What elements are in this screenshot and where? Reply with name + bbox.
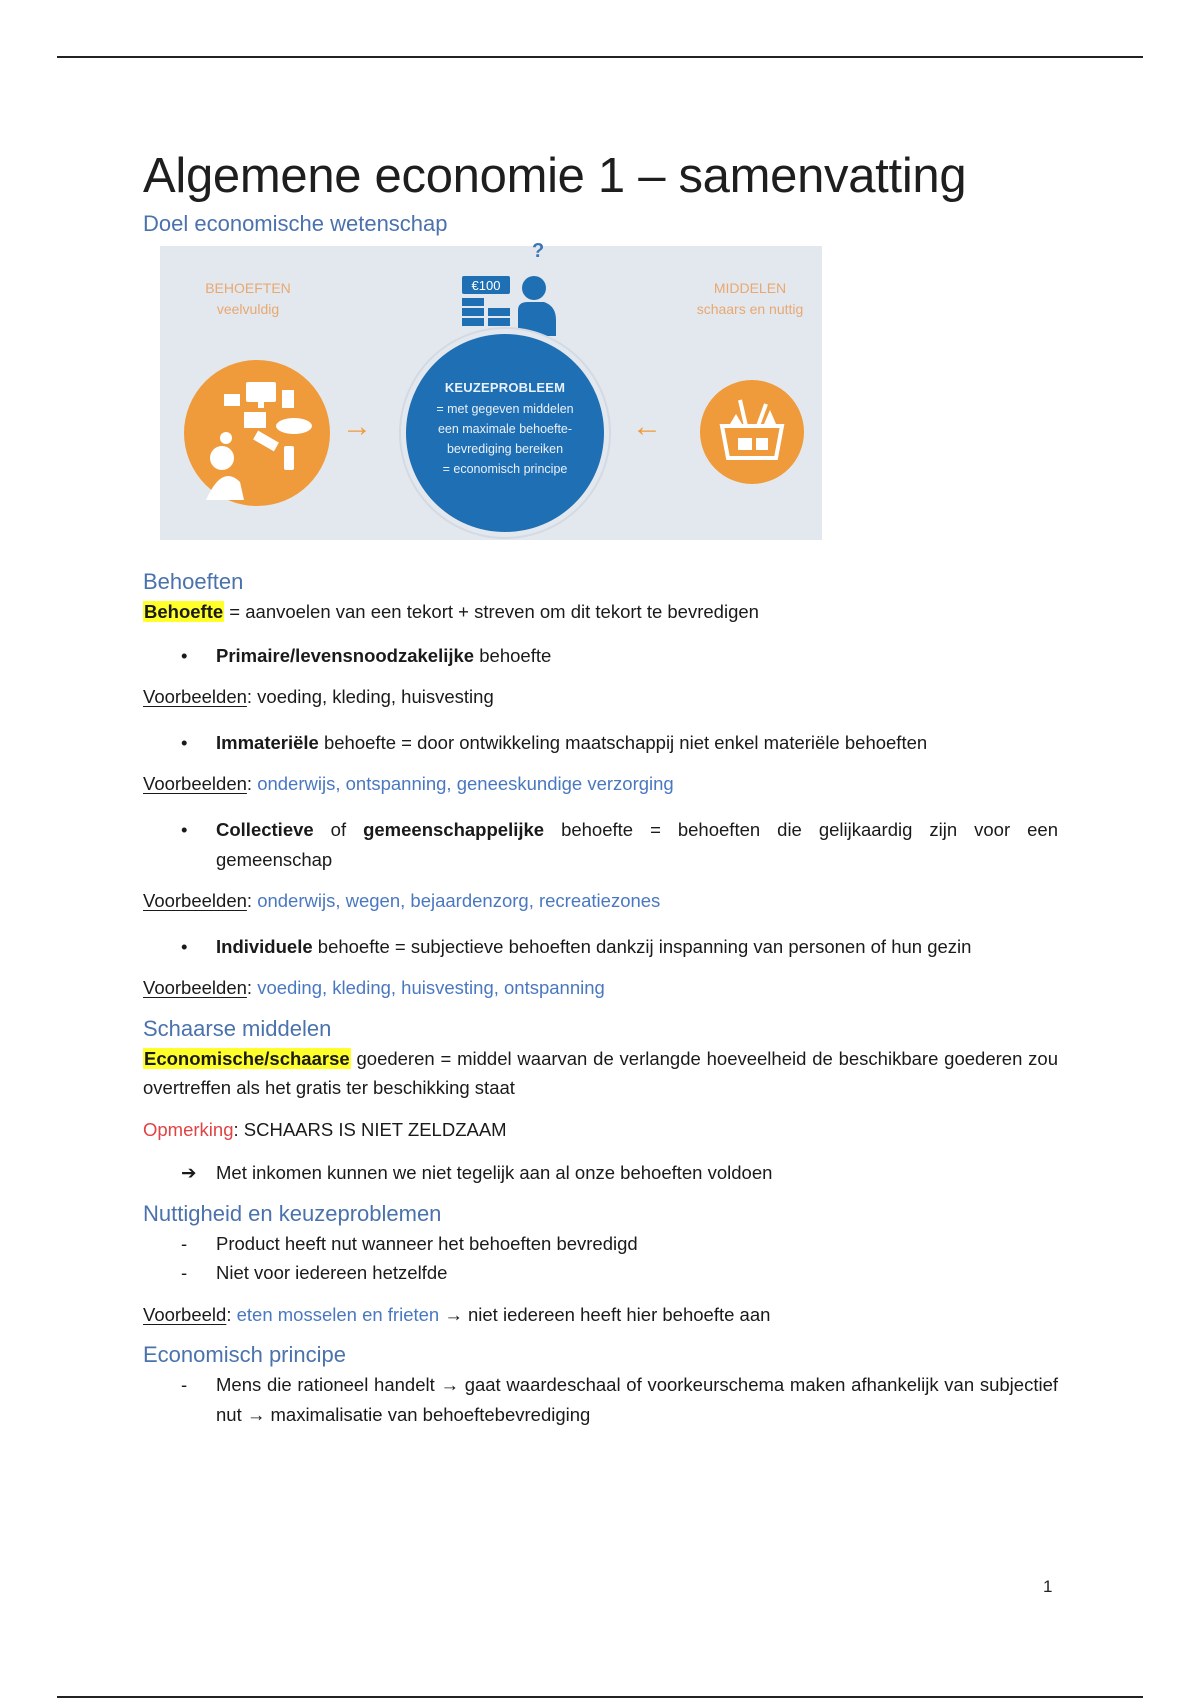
item-text: behoefte = door ontwikkeling maatschappij niet enkel materiële behoeften	[318, 731, 928, 753]
bullet-icon: •	[181, 935, 188, 957]
examples-colon: :	[246, 977, 258, 999]
dash-bullet: -	[181, 1232, 188, 1254]
examples-text: onderwijs, ontspanning, geneeskundige verzorging	[257, 773, 674, 795]
item-bold: Primaire/levensnoodzakelijke	[216, 644, 475, 666]
dash-item-principe	[143, 1370, 1058, 1429]
term-schaarse: Economische/schaarse	[144, 1047, 350, 1069]
examples-primaire	[143, 682, 1058, 712]
bottom-rule	[57, 1696, 1143, 1698]
keuzeprobleem-line-2: = met gegeven middelen	[436, 402, 574, 417]
arrow-point-text: Met inkomen kunnen we niet tegelijk aan al onze behoeften voldoen	[216, 1162, 773, 1184]
list-item-collectieve	[143, 815, 1058, 874]
examples-collectieve	[143, 886, 1058, 916]
arrow-right-icon: →	[342, 410, 372, 444]
behoeften-label-title: BEHOEFTEN	[205, 280, 291, 297]
money-tag-text: €100	[471, 278, 501, 294]
keuzeprobleem-title: KEUZEPROBLEEM	[444, 380, 566, 396]
example-nuttigheid	[143, 1300, 1058, 1330]
heading-schaarse-middelen: Schaarse middelen	[143, 1016, 332, 1042]
example-blue-text: eten mosselen en frieten	[236, 1303, 440, 1325]
examples-label: Voorbeelden	[143, 686, 247, 708]
item-bold-1: Collectieve	[216, 819, 314, 841]
arrow-point	[143, 1158, 1058, 1188]
examples-colon: :	[246, 890, 258, 912]
term-behoefte: Behoefte	[144, 601, 224, 623]
item-mid: of	[313, 819, 364, 841]
examples-label: Voorbeelden	[143, 773, 247, 795]
keuzeprobleem-figure	[160, 240, 822, 540]
definition-schaarse-text: goederen = middel waarvan de verlangde hoeveelheid de beschikbare goederen zou overtreffen als het gratis ter beschikking staat	[143, 1047, 1058, 1099]
definition-behoefte	[143, 597, 1058, 627]
examples-text: onderwijs, wegen, bejaardenzorg, recreatiezones	[257, 890, 661, 912]
behoeften-label-sub: veelvuldig	[216, 300, 280, 317]
item-text: behoefte = subjectieve behoeften dankzij inspanning van personen of hun gezin	[312, 935, 972, 957]
heading-doel: Doel economische wetenschap	[143, 210, 448, 236]
dash-item-text: Niet voor iedereen hetzelfde	[216, 1262, 448, 1284]
remark-text: : SCHAARS IS NIET ZELDZAAM	[233, 1118, 507, 1140]
examples-label: Voorbeelden	[143, 890, 247, 912]
heading-nuttigheid: Nuttigheid en keuzeproblemen	[143, 1200, 442, 1226]
examples-label: Voorbeelden	[143, 977, 247, 999]
question-mark: ?	[532, 240, 545, 263]
example-colon: :	[226, 1303, 237, 1325]
arrow-bullet-icon: ➔	[181, 1162, 197, 1184]
money-icon	[462, 276, 516, 337]
top-rule	[57, 56, 1143, 58]
remark-label: Opmerking	[143, 1118, 234, 1140]
person-icon	[518, 276, 558, 341]
example-label: Voorbeeld	[143, 1303, 227, 1325]
item-text: behoefte = behoeften die gelijkaardig zijn voor een gemeenschap	[216, 819, 1058, 870]
keuzeprobleem-line-4: bevrediging bereiken	[446, 442, 564, 457]
list-item-immateriele	[143, 728, 1058, 758]
item-text: behoefte	[474, 644, 552, 666]
document-title: Algemene economie 1 – samenvatting	[143, 149, 967, 203]
page-number: 1	[1043, 1577, 1053, 1596]
needs-circle-icon	[184, 360, 330, 506]
arrow-left-icon: ←	[632, 410, 662, 444]
examples-colon: :	[246, 773, 258, 795]
middelen-label	[680, 278, 820, 319]
examples-text: voeding, kleding, huisvesting, ontspanning	[257, 977, 605, 999]
item-bold-2: gemeenschappelijke	[363, 819, 545, 841]
bullet-icon: •	[181, 644, 188, 666]
keuzeprobleem-line-5: = economisch principe	[442, 462, 568, 477]
keuzeprobleem-line-3: een maximale behoefte-	[437, 422, 573, 437]
middelen-label-title: MIDDELEN	[713, 280, 787, 297]
behoeften-label	[188, 278, 308, 319]
examples-immateriele	[143, 769, 1058, 799]
definition-behoefte-text: = aanvoelen van een tekort + streven om dit tekort te bevredigen	[224, 601, 759, 623]
basket-circle-icon	[700, 380, 804, 484]
list-item-individuele	[143, 932, 1058, 962]
middelen-label-sub: schaars en nuttig	[696, 300, 804, 317]
dash-item-2	[143, 1258, 1058, 1288]
examples-text: : voeding, kleding, huisvesting	[246, 686, 494, 708]
keuzeprobleem-text	[406, 378, 604, 479]
bullet-icon: •	[181, 819, 188, 841]
list-item-primaire	[143, 641, 1058, 671]
dash-bullet: -	[181, 1262, 188, 1284]
heading-economisch-principe: Economisch principe	[143, 1342, 346, 1368]
definition-schaarse	[143, 1044, 1058, 1103]
bullet-icon: •	[181, 731, 188, 753]
remark	[143, 1115, 1058, 1145]
dash-item-text: Product heeft nut wanneer het behoeften bevredigd	[216, 1232, 638, 1254]
item-bold: Immateriële	[216, 731, 319, 753]
dash-item-text: Mens die rationeel handelt → gaat waardeschaal of voorkeurschema maken afhankelijk van subjectief nut → maximalisatie van behoeftebevrediging	[216, 1373, 1058, 1425]
example-rest-text: → niet iedereen heeft hier behoefte aan	[439, 1303, 771, 1325]
examples-individuele	[143, 973, 1058, 1003]
dash-bullet: -	[181, 1373, 188, 1395]
item-bold: Individuele	[216, 935, 313, 957]
heading-behoeften: Behoeften	[143, 569, 244, 595]
dash-item-1	[143, 1229, 1058, 1259]
document-page	[143, 150, 1058, 1429]
